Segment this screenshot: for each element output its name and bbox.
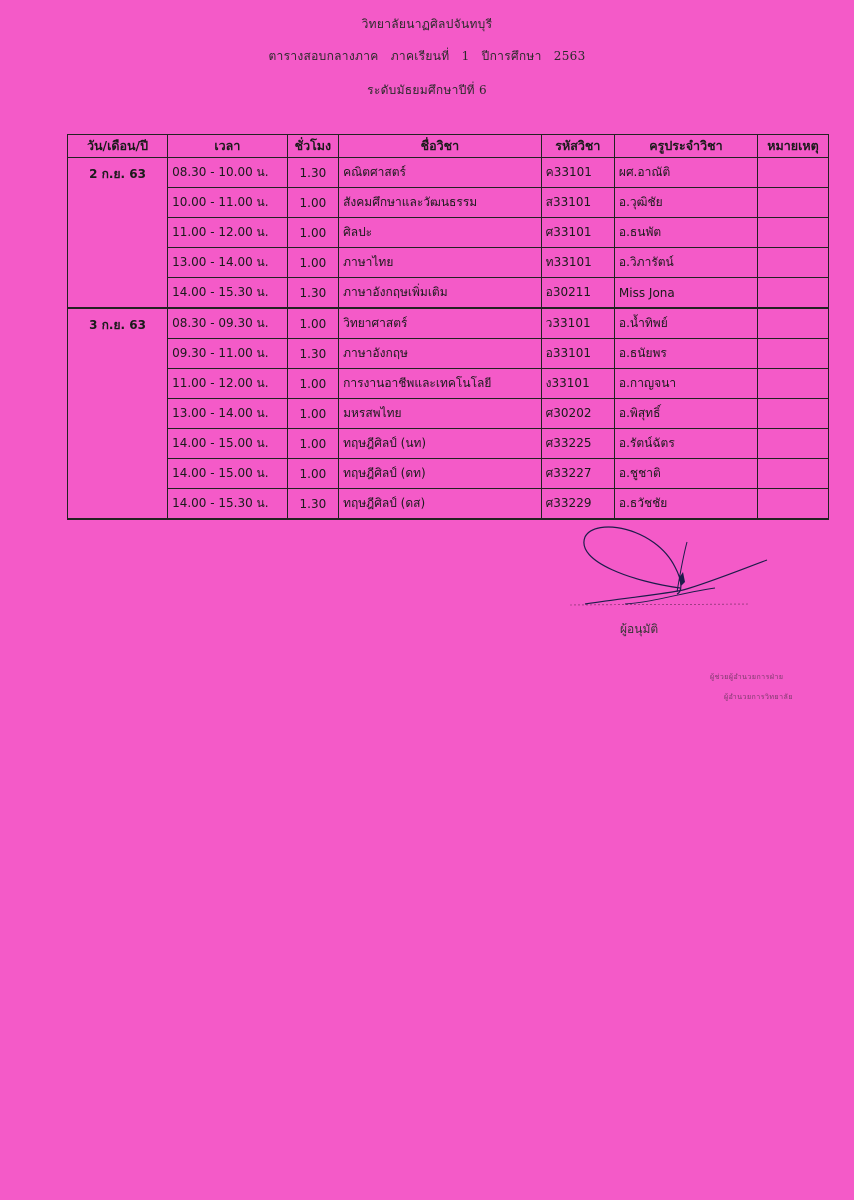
subject-code-cell: อ33101 <box>541 339 614 369</box>
note-cell <box>757 369 828 399</box>
hours-cell: 1.00 <box>287 429 338 459</box>
table-row <box>68 399 829 429</box>
teacher-cell: อ.ธนัยพร <box>614 339 757 369</box>
note-cell <box>757 399 828 429</box>
hours-cell: 1.30 <box>287 489 338 520</box>
subject-code-cell: ศ30202 <box>541 399 614 429</box>
note-cell <box>757 459 828 489</box>
teacher-cell: Miss Jona <box>614 278 757 309</box>
hours-cell: 1.00 <box>287 248 338 278</box>
teacher-cell: อ.ธวัชชัย <box>614 489 757 520</box>
time-cell: 11.00 - 12.00 น. <box>168 218 288 248</box>
hours-cell: 1.30 <box>287 158 338 188</box>
subject-cell: ทฤษฎีศิลป์ (นท) <box>339 429 542 459</box>
subject-code-cell: ง33101 <box>541 369 614 399</box>
hours-cell: 1.00 <box>287 369 338 399</box>
table-row <box>68 218 829 248</box>
time-cell: 11.00 - 12.00 น. <box>168 369 288 399</box>
subject-code-cell: ว33101 <box>541 308 614 339</box>
exam-schedule-table <box>67 134 829 520</box>
note-cell <box>757 308 828 339</box>
note-cell <box>757 158 828 188</box>
exam-title: ตารางสอบกลางภาค <box>268 49 379 63</box>
table-row <box>68 429 829 459</box>
table-row <box>68 459 829 489</box>
subject-code-cell: ศ33227 <box>541 459 614 489</box>
subject-cell: คณิตศาสตร์ <box>339 158 542 188</box>
teacher-cell: อ.วุฒิชัย <box>614 188 757 218</box>
year-value: 2563 <box>553 49 586 63</box>
subject-code-cell: อ30211 <box>541 278 614 309</box>
column-header-note: หมายเหตุ <box>757 135 828 158</box>
column-header-code: รหัสวิชา <box>541 135 614 158</box>
term-label: ภาคเรียนที่ <box>390 49 450 63</box>
note-cell <box>757 429 828 459</box>
time-cell: 14.00 - 15.00 น. <box>168 429 288 459</box>
table-row <box>68 339 829 369</box>
approver-label: ผู้อนุมัติ <box>620 622 659 636</box>
hours-cell: 1.00 <box>287 459 338 489</box>
hours-cell: 1.30 <box>287 278 338 309</box>
subject-cell: ศิลปะ <box>339 218 542 248</box>
time-cell: 14.00 - 15.30 น. <box>168 278 288 309</box>
subject-code-cell: ท33101 <box>541 248 614 278</box>
table-row <box>68 308 829 339</box>
note-cell <box>757 489 828 520</box>
term-value: 1 <box>461 49 470 63</box>
subject-code-cell: ค33101 <box>541 158 614 188</box>
time-cell: 10.00 - 11.00 น. <box>168 188 288 218</box>
time-cell: 08.30 - 10.00 น. <box>168 158 288 188</box>
time-cell: 13.00 - 14.00 น. <box>168 248 288 278</box>
signature-scribble <box>565 522 775 612</box>
subject-code-cell: ศ33101 <box>541 218 614 248</box>
time-cell: 09.30 - 11.00 น. <box>168 339 288 369</box>
year-label: ปีการศึกษา <box>481 49 542 63</box>
faint-title-line-1: ผู้ช่วยผู้อำนวยการฝ่าย <box>710 673 784 681</box>
table-row <box>68 248 829 278</box>
note-cell <box>757 218 828 248</box>
hours-cell: 1.00 <box>287 218 338 248</box>
exam-title-line <box>0 47 854 66</box>
subject-cell: ภาษาอังกฤษ <box>339 339 542 369</box>
hours-cell: 1.00 <box>287 308 338 339</box>
column-header-teacher: ครูประจำวิชา <box>614 135 757 158</box>
time-cell: 14.00 - 15.00 น. <box>168 459 288 489</box>
note-cell <box>757 248 828 278</box>
column-header-date: วัน/เดือน/ปี <box>68 135 168 158</box>
teacher-cell: อ.วิภารัตน์ <box>614 248 757 278</box>
subject-cell: มหรสพไทย <box>339 399 542 429</box>
class-level: ระดับมัธยมศึกษาปีที่ 6 <box>367 83 487 97</box>
note-cell <box>757 278 828 309</box>
column-header-hours: ชั่วโมง <box>287 135 338 158</box>
teacher-cell: อ.ธนพัต <box>614 218 757 248</box>
subject-cell: สังคมศึกษาและวัฒนธรรม <box>339 188 542 218</box>
subject-code-cell: ส33101 <box>541 188 614 218</box>
column-header-time: เวลา <box>168 135 288 158</box>
table-row <box>68 278 829 309</box>
exam-date-cell: 2 ก.ย. 63 <box>68 158 168 309</box>
subject-cell: ทฤษฎีศิลป์ (ดท) <box>339 459 542 489</box>
table-row <box>68 188 829 218</box>
teacher-cell: อ.รัตน์ฉัตร <box>614 429 757 459</box>
teacher-cell: อ.ชูชาติ <box>614 459 757 489</box>
hours-cell: 1.30 <box>287 339 338 369</box>
table-row <box>68 369 829 399</box>
teacher-cell: ผศ.อาณัติ <box>614 158 757 188</box>
note-cell <box>757 339 828 369</box>
subject-cell: ทฤษฎีศิลป์ (ดส) <box>339 489 542 520</box>
exam-date-cell: 3 ก.ย. 63 <box>68 308 168 519</box>
subject-code-cell: ศ33229 <box>541 489 614 520</box>
table-row <box>68 489 829 520</box>
subject-cell: ภาษาอังกฤษเพิ่มเติม <box>339 278 542 309</box>
hours-cell: 1.00 <box>287 188 338 218</box>
time-cell: 14.00 - 15.30 น. <box>168 489 288 520</box>
note-cell <box>757 188 828 218</box>
column-header-subject: ชื่อวิชา <box>339 135 542 158</box>
time-cell: 08.30 - 09.30 น. <box>168 308 288 339</box>
school-name: วิทยาลัยนาฏศิลปจันทบุรี <box>361 17 493 31</box>
teacher-cell: อ.กาญจนา <box>614 369 757 399</box>
table-body <box>68 158 829 520</box>
faint-title-line-2: ผู้อำนวยการวิทยาลัย <box>724 693 793 701</box>
table-header-row <box>68 135 829 158</box>
teacher-cell: อ.น้ำทิพย์ <box>614 308 757 339</box>
subject-cell: วิทยาศาสตร์ <box>339 308 542 339</box>
table-row <box>68 158 829 188</box>
subject-code-cell: ศ33225 <box>541 429 614 459</box>
subject-cell: การงานอาชีพและเทคโนโลยี <box>339 369 542 399</box>
teacher-cell: อ.พิสุทธิ์ <box>614 399 757 429</box>
hours-cell: 1.00 <box>287 399 338 429</box>
subject-cell: ภาษาไทย <box>339 248 542 278</box>
time-cell: 13.00 - 14.00 น. <box>168 399 288 429</box>
